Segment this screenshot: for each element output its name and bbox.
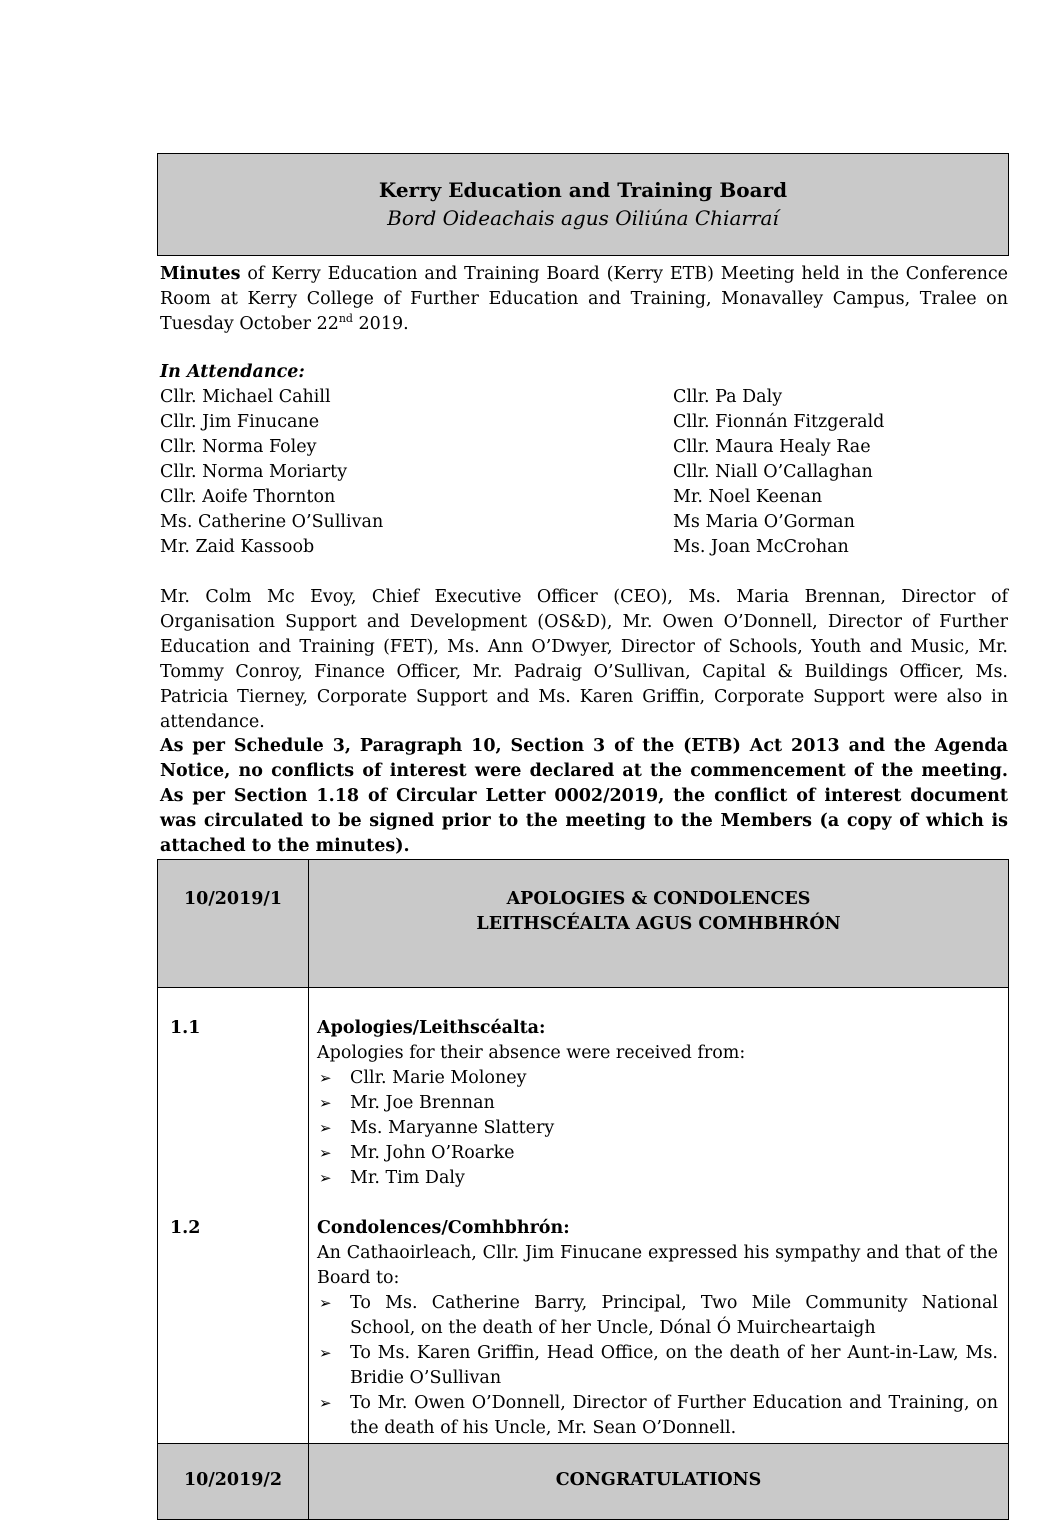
arrow-bullet-icon: ➢ (319, 1144, 332, 1162)
list-item: ➢ Ms. Maryanne Slattery (317, 1116, 998, 1141)
board-title-english: Kerry Education and Training Board (378, 178, 788, 202)
attendee: Cllr. Aoife Thornton (160, 487, 336, 507)
document-header (157, 153, 1009, 256)
section-numbers (158, 988, 309, 1444)
list-item: ➢ Mr. John O’Roarke (317, 1141, 998, 1166)
attendee: Cllr. Fionnán Fitzgerald (673, 412, 885, 432)
arrow-bullet-icon: ➢ (319, 1169, 332, 1187)
section-number: 1.1 (170, 1018, 201, 1038)
list-item: ➢ To Mr. Owen O’Donnell, Director of Further Education and Training, on the death of his Uncle, Mr. Sean O’Donnell. (319, 1393, 998, 1438)
item-title-irish: LEITHSCÉALTA AGUS COMHBHRÓN (476, 914, 841, 934)
list-item: ➢ To Ms. Karen Griffin, Head Office, on the death of her Aunt-in-Law, Ms. Bridie O’Sullivan (319, 1343, 998, 1388)
section-number: 1.2 (170, 1218, 201, 1238)
arrow-bullet-icon: ➢ (319, 1294, 332, 1312)
board-title-irish: Bord Oideachais agus Oiliúna Chiarraí (387, 206, 779, 230)
section-intro: Apologies for their absence were received from: (317, 1043, 746, 1063)
item-ref: 10/2019/1 (158, 860, 309, 988)
intro-sup: nd (338, 312, 353, 326)
attendee: Cllr. Norma Foley (160, 437, 317, 457)
list-item: ➢ Mr. Tim Daly (317, 1166, 998, 1191)
list-item: ➢ Mr. Joe Brennan (317, 1091, 998, 1116)
item-header-row (158, 860, 1009, 988)
arrow-bullet-icon: ➢ (319, 1094, 332, 1112)
arrow-bullet-icon: ➢ (319, 1069, 332, 1087)
item-title (309, 860, 1009, 988)
also-attending-paragraph: Mr. Colm Mc Evoy, Chief Executive Officer (CEO), Ms. Maria Brennan, Director of Organisation Support and Development (OS&D), Mr. Owen O’Donnell, Director of Further Education and Training (FET), Ms. Ann O’Dwyer, Director of Schools, Youth and Music, Mr. Tommy Conroy, Finance Officer, Mr. Padraig O’Sullivan, Capital & Buildings Officer, Ms. Patricia Tierney, Corporate Support and Ms. Karen Griffin, Corporate Support were also in attendance. (160, 587, 1008, 732)
attendee: Cllr. Maura Healy Rae (673, 437, 871, 457)
arrow-bullet-icon: ➢ (319, 1394, 332, 1412)
minutes-table (157, 859, 1009, 1520)
list-item: ➢ Cllr. Marie Moloney (317, 1066, 998, 1091)
intro-tail: 2019. (352, 314, 409, 334)
conflicts-paragraph: As per Schedule 3, Paragraph 10, Section 3 of the (ETB) Act 2013 and the Agenda Notice, no conflicts of interest were declared at the commencement of the meeting. As per Section 1.18 of Circular Letter 0002/2019, the conflict of interest document was circulated to be signed prior to the meeting to the Members (a copy of which is attached to the minutes). (160, 736, 1008, 856)
item-title-english: APOLOGIES & CONDOLENCES (506, 889, 811, 909)
item-header-row (158, 1444, 1009, 1520)
intro-text: of Kerry Education and Training Board (Kerry ETB) Meeting held in the Conference Room at Kerry College of Further Education and Training, Monavalley Campus, Tralee on Tuesday October 22 (160, 264, 1008, 334)
section-title: Apologies/Leithscéalta: (317, 1018, 546, 1038)
arrow-bullet-icon: ➢ (319, 1119, 332, 1137)
attendee: Cllr. Michael Cahill (160, 387, 331, 407)
attendance-right-column (673, 385, 884, 560)
attendee: Ms. Joan McCrohan (673, 537, 849, 557)
attendee: Ms Maria O’Gorman (673, 512, 855, 532)
intro-paragraph (160, 262, 1008, 337)
section-content (309, 988, 1009, 1444)
attendee: Ms. Catherine O’Sullivan (160, 512, 384, 532)
attendee: Cllr. Pa Daly (673, 387, 783, 407)
item-title-english: CONGRATULATIONS (309, 1444, 1009, 1520)
attendance-left-column (160, 385, 383, 560)
attendee: Cllr. Niall O’Callaghan (673, 462, 873, 482)
list-item: ➢ To Ms. Catherine Barry, Principal, Two Mile Community National School, on the death of her Uncle, Dónal Ó Muircheartaigh (319, 1293, 998, 1338)
attendance-heading: In Attendance: (160, 362, 305, 382)
attendee: Mr. Noel Keenan (673, 487, 823, 507)
item-ref: 10/2019/2 (158, 1444, 309, 1520)
section-title: Condolences/Comhbhrón: (317, 1218, 570, 1238)
attendee: Cllr. Norma Moriarty (160, 462, 348, 482)
section-intro: An Cathaoirleach, Cllr. Jim Finucane expressed his sympathy and that of the Board to: (317, 1243, 998, 1288)
intro-lead: Minutes (160, 264, 241, 284)
attendee: Cllr. Jim Finucane (160, 412, 320, 432)
arrow-bullet-icon: ➢ (319, 1344, 332, 1362)
item-body-row (158, 988, 1009, 1444)
attendee: Mr. Zaid Kassoob (160, 537, 315, 557)
